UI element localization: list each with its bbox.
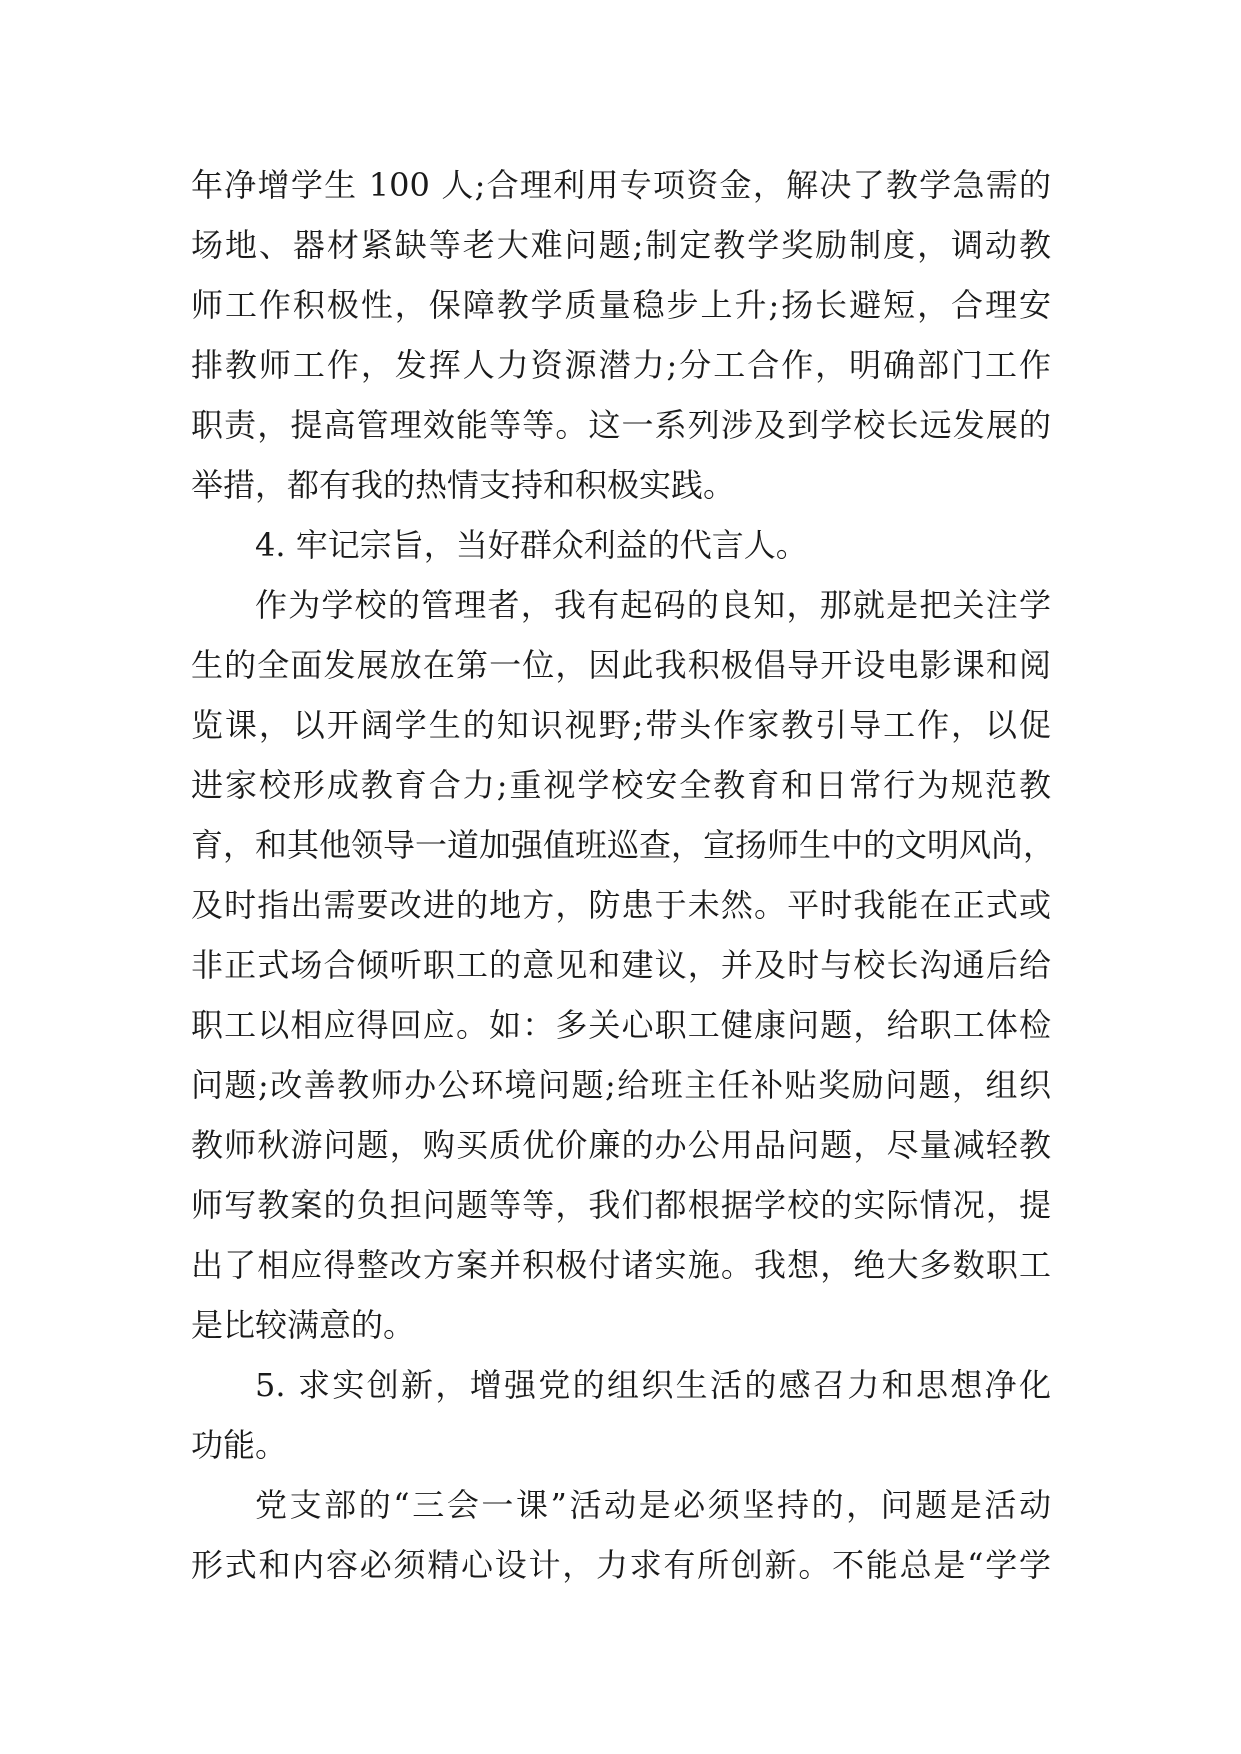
text-line: 形式和内容必须精心设计，力求有所创新。不能总是“学学 <box>191 1546 1051 1584</box>
text-line: 生的全面发展放在第一位，因此我积极倡导开设电影课和阅 <box>191 646 1051 684</box>
numbered-heading: 4. 牢记宗旨，当好群众利益的代言人。 <box>255 526 808 564</box>
text-line: 排教师工作，发挥人力资源潜力;分工合作，明确部门工作 <box>191 346 1051 384</box>
text-line: 功能。 <box>191 1426 288 1464</box>
text-line: 览课，以开阔学生的知识视野;带头作家教引导工作，以促 <box>191 706 1051 744</box>
text-line: 非正式场合倾听职工的意见和建议，并及时与校长沟通后给 <box>191 946 1051 984</box>
text-line: 及时指出需要改进的地方，防患于未然。平时我能在正式或 <box>191 886 1051 924</box>
text-line: 师写教案的负担问题等等，我们都根据学校的实际情况，提 <box>191 1186 1051 1224</box>
text-line: 出了相应得整改方案并积极付诸实施。我想，绝大多数职工 <box>191 1246 1051 1284</box>
text-line: 育，和其他领导一道加强值班巡查，宣扬师生中的文明风尚， <box>191 826 1056 864</box>
text-line: 是比较满意的。 <box>191 1306 416 1344</box>
numbered-heading: 5. 求实创新，增强党的组织生活的感召力和思想净化 <box>255 1366 1051 1404</box>
text-line: 职责，提高管理效能等等。这一系列涉及到学校长远发展的 <box>191 406 1051 444</box>
text-line: 教师秋游问题，购买质优价廉的办公用品问题，尽量减轻教 <box>191 1126 1051 1164</box>
text-line: 党支部的“三会一课”活动是必须坚持的，问题是活动 <box>255 1486 1051 1524</box>
text-line: 进家校形成教育合力;重视学校安全教育和日常行为规范教 <box>191 766 1051 804</box>
text-line: 职工以相应得回应。如：多关心职工健康问题，给职工体检 <box>191 1006 1051 1044</box>
text-line: 问题;改善教师办公环境问题;给班主任补贴奖励问题，组织 <box>191 1066 1051 1104</box>
text-line: 年净增学生 100 人;合理利用专项资金，解决了教学急需的 <box>191 166 1051 204</box>
text-line: 作为学校的管理者，我有起码的良知，那就是把关注学 <box>255 586 1051 624</box>
text-line: 场地、器材紧缺等老大难问题;制定教学奖励制度，调动教 <box>191 226 1051 264</box>
text-line: 举措，都有我的热情支持和积极实践。 <box>191 466 736 504</box>
text-line: 师工作积极性，保障教学质量稳步上升;扬长避短，合理安 <box>191 286 1051 324</box>
